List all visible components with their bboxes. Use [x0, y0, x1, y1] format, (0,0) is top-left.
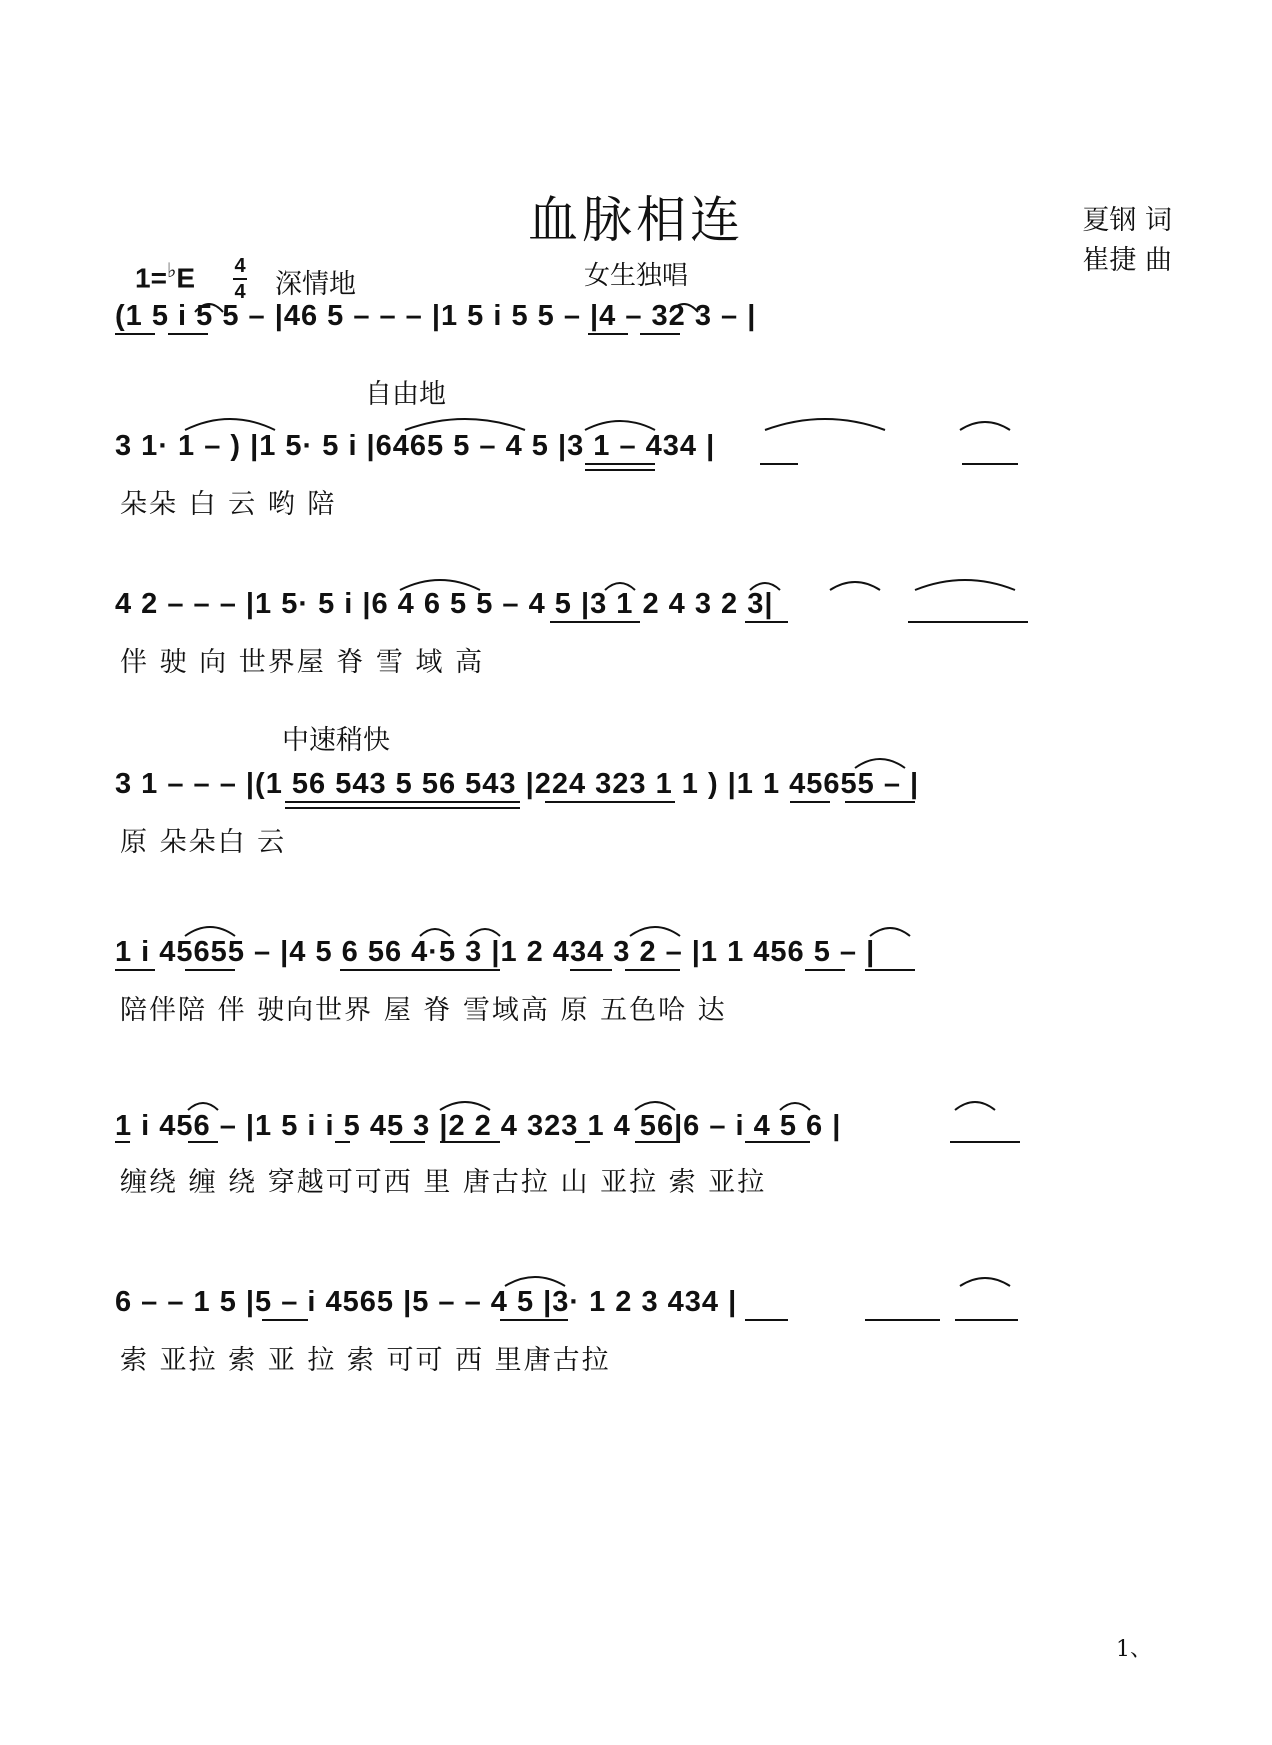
staff-line-3-notes: 4 2 – – – |1 5· 5 i |6 4 6 5 5 – 4 5 |3 1 2 4 3 2 3| — [115, 588, 774, 620]
tempo-mark-moderate: 中速稍快 — [282, 725, 390, 756]
staff-line-2-notes: 3 1· 1 – ) |1 5· 5 i |6465 5 – 4 5 |3 1 – 434 | — [115, 430, 716, 462]
meter-top: 4 — [234, 255, 246, 277]
page-number: 1、 — [1116, 1637, 1152, 1662]
staff-line-6-lyrics: 缠绕 缠 绕 穿越可可西 里 唐古拉 山 亚拉 索 亚拉 — [120, 1167, 767, 1198]
staff-line-7-notes: 6 – – 1 5 |5 – i 4565 |5 – – 4 5 |3· 1 2 3 434 | — [115, 1286, 738, 1318]
staff-line-7-lyrics: 索 亚拉 索 亚 拉 索 可可 西 里唐古拉 — [120, 1345, 611, 1376]
flat-sign: ♭ — [166, 260, 177, 282]
lyricist-credit: 夏钢 词 — [1082, 205, 1172, 236]
staff-line-4-lyrics: 原 朵朵白 云 — [120, 827, 287, 858]
staff-line-5-notes: 1 i 45655 – |4 5 6 56 4·5 3 |1 2 434 3 2 – |1 1 456 5 – | — [115, 936, 876, 968]
staff-line-5-lyrics: 陪伴陪 伴 驶向世界 屋 脊 雪域高 原 五色哈 达 — [120, 995, 727, 1026]
staff-line-3-lyrics: 伴 驶 向 世界屋 脊 雪 域 高 — [120, 647, 485, 678]
meter-bottom: 4 — [234, 281, 246, 303]
key-prefix: 1= — [135, 262, 167, 294]
staff-line-4-notes: 3 1 – – – |(1 56 543 5 56 543 |224 323 1 1 ) |1 1 45655 – | — [115, 768, 920, 800]
song-title: 血脉相连 — [528, 191, 744, 249]
key-note: E — [176, 262, 196, 294]
song-subtitle: 女生独唱 — [583, 261, 688, 291]
staff-line-1-notes: (1 5 i 5 5 – |46 5 – – – |1 5 i 5 5 – |4 – 32 3 – | — [115, 300, 757, 332]
mood-marking: 深情地 — [275, 269, 356, 300]
staff-line-2-lyrics: 朵朵 白 云 哟 陪 — [120, 489, 337, 520]
composer-credit: 崔捷 曲 — [1082, 245, 1172, 276]
tempo-mark-free: 自由地 — [365, 379, 446, 410]
staff-line-6-notes: 1 i 456 – |1 5 i i 5 45 3 |2 2 4 323 1 4 56|6 – i 4 5 6 | — [115, 1110, 842, 1142]
